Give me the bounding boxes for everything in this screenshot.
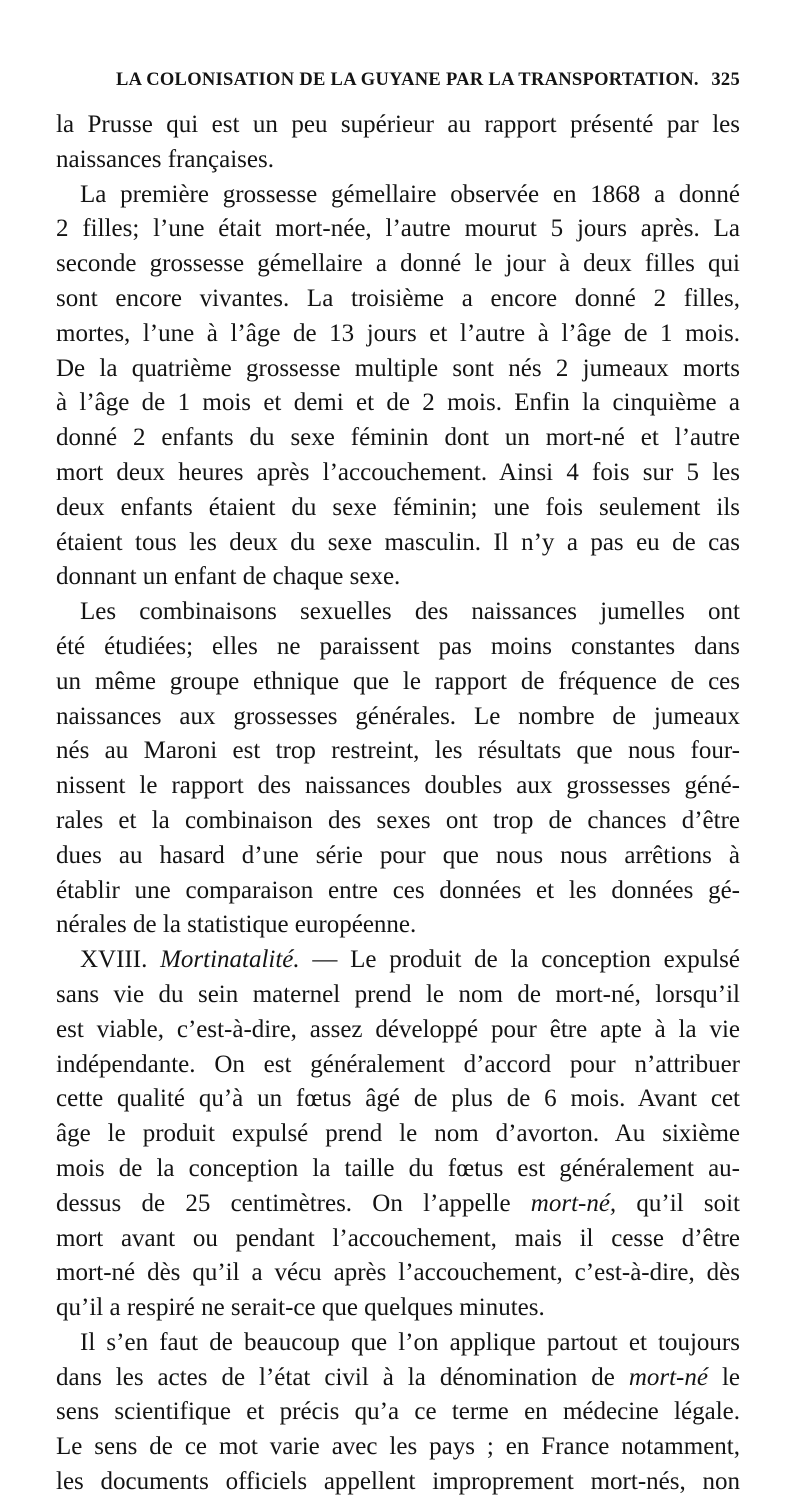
- section-lead: — Le produit de la conception expulsé: [299, 946, 740, 974]
- text-line: qu’il a respiré ne serait-ce que quelques minutes.: [56, 1294, 545, 1322]
- text-line: Les combinaisons sexuelles des naissances jumelles ont: [80, 598, 740, 626]
- running-head: [116, 70, 740, 98]
- text-line: deux enfants étaient du sexe féminin; une fois seulement ils: [56, 493, 740, 521]
- text-line: 2 filles; l’une était mort-née, l’autre mourut 5 jours après. La: [56, 215, 740, 243]
- text-line: mort avant ou pendant l’accouchement, mais il cesse d’être: [56, 1224, 740, 1252]
- text-line: un même groupe ethnique que le rapport de fréquence de ces: [56, 667, 740, 695]
- text-line: sans vie du sein maternel prend le nom de mort-né, lorsqu’il: [56, 980, 740, 1008]
- text-line: naissances françaises.: [56, 145, 274, 173]
- text-line: Il s’en faut de beaucoup que l’on applique partout et toujours: [80, 1328, 740, 1356]
- text-line: la Prusse qui est un peu supérieur au rapport présenté par les: [56, 111, 740, 138]
- section-number: XVIII.: [80, 946, 148, 974]
- text-line: donnant un enfant de chaque sexe.: [56, 563, 401, 591]
- text-line-with-italic: [56, 1187, 740, 1222]
- line-text-tail: qu’il soit: [616, 1189, 740, 1217]
- text-line: est viable, c’est-à-dire, assez développé pour être apte à la vie: [56, 1015, 740, 1043]
- text-line: nés au Maroni est trop restreint, les résultats que nous four-: [56, 737, 740, 765]
- text-line-with-italic: [56, 1361, 740, 1396]
- text-line: cette qualité qu’à un fœtus âgé de plus de 6 mois. Avant cet: [56, 1085, 740, 1113]
- text-line: sont encore vivantes. La troisième a encore donné 2 filles,: [56, 284, 740, 312]
- text-line: mort deux heures après l’accouchement. Ainsi 4 fois sur 5 les: [56, 458, 740, 486]
- text-line: sens scientifique et précis qu’a ce terme en médecine légale.: [56, 1398, 740, 1426]
- section-title: Mortinatalité.: [160, 946, 300, 974]
- text-line: dues au hasard d’une série pour que nous nous arrêtions à: [56, 841, 740, 869]
- body-text: [56, 108, 740, 1500]
- text-line: mort-né dès qu’il a vécu après l’accouchement, c’est-à-dire, dès: [56, 1259, 740, 1287]
- running-title: LA COLONISATION DE LA GUYANE PAR LA TRANSPORTATION.: [116, 70, 699, 90]
- page-number: 325: [711, 70, 740, 90]
- text-line: La première grossesse gémellaire observée en 1868 a donné: [80, 180, 740, 208]
- text-line: De la quatrième grossesse multiple sont nés 2 jumeaux morts: [56, 354, 740, 382]
- text-line: les documents officiels appellent improprement mort-nés, non: [56, 1468, 740, 1496]
- italic-term: mort-né: [628, 1363, 708, 1391]
- italic-term: mort-né,: [530, 1189, 617, 1217]
- text-line: donné 2 enfants du sexe féminin dont un mort-né et l’autre: [56, 424, 740, 452]
- text-line: seconde grossesse gémellaire a donné le jour à deux filles qui: [56, 250, 740, 278]
- section-heading-line: [56, 943, 740, 978]
- line-text-tail: le: [707, 1363, 740, 1391]
- text-line: indépendante. On est généralement d’accord pour n’attribuer: [56, 1050, 740, 1078]
- text-line: mois de la conception la taille du fœtus est généralement au-: [56, 1154, 740, 1182]
- text-line: mortes, l’une à l’âge de 13 jours et l’autre à l’âge de 1 mois.: [56, 319, 740, 347]
- text-line: nérales de la statistique européenne.: [56, 911, 417, 939]
- text-line: naissances aux grossesses générales. Le nombre de jumeaux: [56, 702, 740, 730]
- text-line: Le sens de ce mot varie avec les pays ; en France notamment,: [56, 1433, 740, 1461]
- text-line: nissent le rapport des naissances doubles aux grossesses géné-: [56, 772, 740, 800]
- line-text: dessus de 25 centimètres. On l’appelle: [56, 1189, 531, 1217]
- line-text: dans les actes de l’état civil à la dénomination de: [56, 1363, 629, 1391]
- text-line: à l’âge de 1 mois et demi et de 2 mois. Enfin la cinquième a: [56, 389, 740, 417]
- text-line: âge le produit expulsé prend le nom d’avorton. Au sixième: [56, 1120, 740, 1148]
- text-line: rales et la combinaison des sexes ont trop de chances d’être: [56, 806, 740, 834]
- text-line: établir une comparaison entre ces données et les données gé-: [56, 876, 740, 904]
- text-line: étaient tous les deux du sexe masculin. Il n’y a pas eu de cas: [56, 528, 740, 556]
- text-line: été étudiées; elles ne paraissent pas moins constantes dans: [56, 632, 740, 660]
